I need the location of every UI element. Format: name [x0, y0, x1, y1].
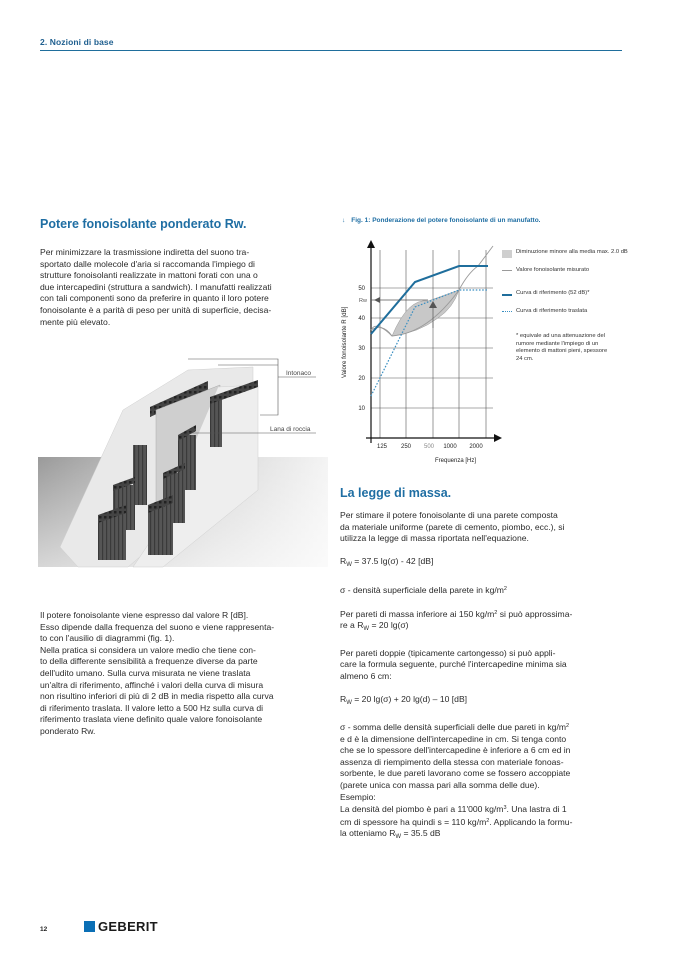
- equation-2: $R_W = 20$ lg(σ) + 20 lg(d) – 10 [dB]: [340, 693, 468, 706]
- section-header: [40, 37, 622, 51]
- text-line: sorbente, le due pareti lavorano come se fossero accoppiate: [340, 768, 571, 779]
- body-paragraph: [40, 610, 332, 738]
- equation-1: $R_W = 37.5$ lg(σ) - 42 [dB]: [340, 556, 434, 569]
- text-line: la otteniamo $R_W = 35.5$ dB: [340, 828, 441, 841]
- text-line: σ - somma delle densità superficiali delle due pareti in $kg/m^2$: [340, 722, 570, 733]
- heading-mass-law: La legge di massa.: [340, 486, 452, 500]
- legend-label: Diminuzione minore alla media max. 2.0 dB: [516, 249, 628, 255]
- text-line: riferimento traslata viene definito quale valore fonoisolante: [40, 714, 263, 725]
- gray-area-swatch-icon: [502, 250, 512, 258]
- x-tick: 125: [376, 444, 388, 450]
- gray-line-icon: [502, 270, 512, 271]
- legend-label: Curva di riferimento (52 dB)*: [516, 290, 590, 296]
- sigma-definition-1: σ - densità superficiale della parete in $kg/m^2$: [340, 584, 507, 595]
- y-tick: 10: [358, 406, 365, 412]
- text-line: Esempio:: [340, 791, 376, 802]
- brand-logo: [84, 919, 158, 934]
- text-line: Nella pratica si considera un valore medio che tiene con-: [40, 644, 256, 655]
- text-line: fonoisolante è a parità di peso per unità di superficie, decisa-: [40, 304, 272, 315]
- text-line: ponderato Rw.: [40, 725, 96, 736]
- label-intonaco: Intonaco: [286, 370, 311, 377]
- legend-item-shifted: [502, 308, 632, 316]
- text-line: assenza di riempimento della stessa con materiale fonoas-: [340, 756, 564, 767]
- text-line: di riferimento traslata. Il valore letto a 500 Hz sulla curva di: [40, 702, 264, 713]
- brand-name: GEBERIT: [98, 919, 158, 934]
- dotted-line-icon: [502, 311, 512, 312]
- wall-illustration: [38, 355, 328, 585]
- text-line: almeno 6 cm:: [340, 670, 392, 681]
- text-line: Per pareti doppie (tipicamente cartongesso) si può appli-: [340, 647, 556, 658]
- x-axis-label: Frequenza [Hz]: [435, 458, 477, 464]
- legend-item-reference: [502, 290, 632, 298]
- legend-label: Curva di riferimento traslata: [516, 307, 588, 314]
- blue-line-icon: [502, 294, 512, 296]
- text-line: sportato dalle molecole d'aria si raccomanda l'impiego di: [40, 258, 255, 269]
- text-line: utilizza la legge di massa riportata nell'equazione.: [340, 533, 529, 544]
- text-line: da materiale uniforme (parete di cemento, piombo, ecc.), si: [340, 521, 565, 532]
- text-line: due intercapedini (struttura a sandwich). I manufatti realizzati: [40, 281, 272, 292]
- chart-legend: [502, 249, 632, 363]
- x-tick: 250: [400, 444, 412, 450]
- text-line: (parete unica con massa pari alla somma delle due).: [340, 780, 540, 791]
- text-line: Per pareti di massa inferiore ai 150 $kg/m^2$ si può approssima-: [340, 608, 573, 619]
- text-line: che se lo spessore dell'intercapedine è inferiore a 6 cm ed in: [340, 745, 571, 756]
- x-tick: 1000: [443, 444, 457, 450]
- intro-paragraph: [40, 247, 330, 328]
- heading-rw: Potere fonoisolante ponderato Rw.: [40, 217, 247, 231]
- caption-text: Fig. 1: Ponderazione del potere fonoisolante di un manufatto.: [351, 217, 541, 224]
- rw-annotation: Rw: [359, 298, 367, 304]
- legend-label: Valore fonoisolante misurato: [516, 266, 590, 273]
- x-tick: 2000: [469, 444, 483, 450]
- mass-law-text: [340, 510, 630, 844]
- text-line: care la formula seguente, purché l'intercapedine minima sia: [340, 659, 567, 670]
- text-line: e d è la dimensione dell'intercapedine in cm. Si tenga conto: [340, 733, 567, 744]
- arrow-down-icon: ↓: [342, 217, 346, 224]
- text-line: Per minimizzare la trasmissione indiretta del suono tra-: [40, 247, 250, 257]
- y-tick: 30: [358, 346, 365, 352]
- brick-wall-icon: [38, 355, 328, 585]
- text-line: con tali componenti sono da preferire in quanto il loro potere: [40, 293, 269, 304]
- text-line: re a $R_W = 20$ lg(σ): [340, 620, 409, 633]
- text-line: Per stimare il potere fonoisolante di una parete composta: [340, 510, 558, 520]
- text-line: to con l'ausilio di diagrammi (fig. 1).: [40, 633, 175, 644]
- text-line: non risultino inferiori di più di 2 dB in media rispetto alla curva: [40, 691, 274, 702]
- figure-caption: [342, 217, 540, 224]
- text-line: to della differente sensibilità a frequenze diverse da parte: [40, 656, 258, 667]
- text-line: mente più elevato.: [40, 316, 111, 327]
- label-lana-di-roccia: Lana di roccia: [270, 426, 311, 433]
- text-line: Il potere fonoisolante viene espresso dal valore R [dB].: [40, 610, 249, 620]
- y-tick: 20: [358, 376, 365, 382]
- x-tick: 500: [423, 444, 435, 450]
- text-line: dell'udito umano. Sulla curva misurata ne viene traslata: [40, 667, 251, 678]
- legend-item-area: [502, 249, 632, 257]
- page-number: 12: [40, 926, 48, 933]
- section-title: 2. Nozioni di base: [40, 37, 114, 47]
- text-line: Esso dipende dalla frequenza del suono e viene rappresenta-: [40, 621, 275, 632]
- legend-item-measured: [502, 267, 632, 275]
- y-tick: 50: [358, 286, 365, 292]
- logo-square-icon: [84, 921, 95, 932]
- legend-footnote: * equivale ad una attenuazione del rumore mediante l'impiego di un elemento di mattoni pieni, spessore 24 cm.: [516, 333, 608, 362]
- text-line: strutture fonoisolanti realizzate in mattoni forati con una o: [40, 270, 258, 281]
- text-line: La densità del piombo è pari a 11'000 $kg/m^3$. Una lastra di 1: [340, 804, 567, 815]
- text-line: cm di spessore ha quindi s = 110 $kg/m^2$. Applicando la formu-: [340, 816, 573, 827]
- y-tick: 40: [358, 316, 365, 322]
- text-line: un'altra di riferimento, affinché i valori della curva di misura: [40, 679, 264, 690]
- sound-insulation-chart: [338, 238, 503, 468]
- y-axis-label: Valore fonoisolante R [dB]: [341, 306, 348, 378]
